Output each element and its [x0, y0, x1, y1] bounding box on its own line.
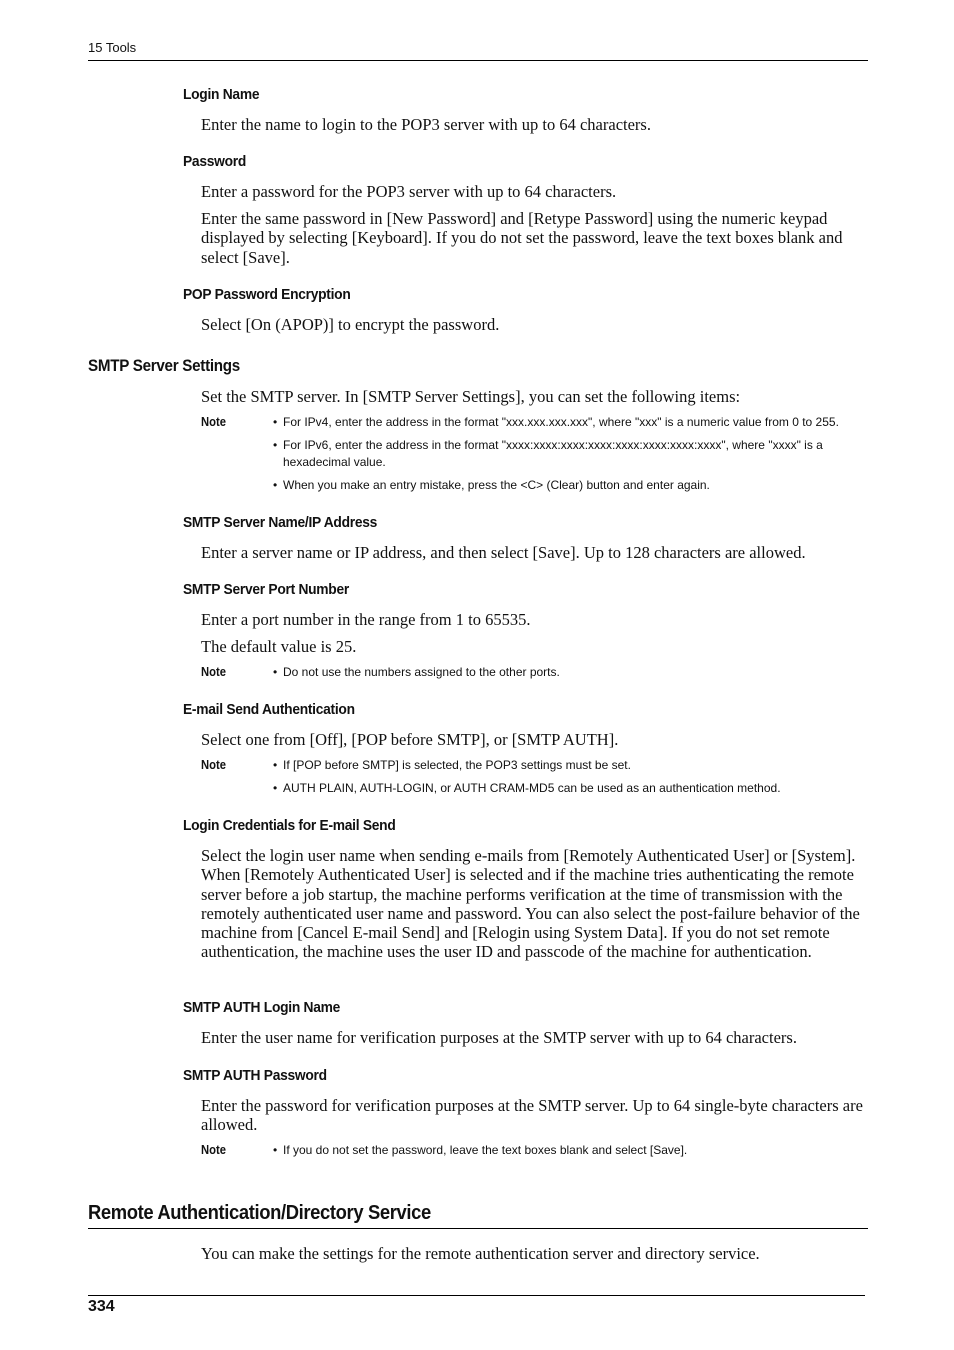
footer-rule: [88, 1295, 865, 1296]
page-number: 334: [88, 1298, 115, 1315]
smtp-auth-password-text: Enter the password for verification purposes at the SMTP server. Up to 64 single-byte characters are allowed.: [201, 1096, 863, 1135]
pop-encryption-text: Select [On (APOP)] to encrypt the password.: [201, 315, 500, 334]
login-credentials-text: Select the login user name when sending e-mails from [Remotely Authenticated User] or [System]. When [Remotely Authenticated User] is selected and if the machine tries authenticating the remote server before a job startup, the machine performs verification at the time of transmission with the remotely authenticated user name and password. You can also select the post-failure behavior of the machine from [Cancel E-mail Send] and [Relogin using System Data]. If you do not set remote authentication, the machine uses the user ID and passcode of the machine for authentication.: [201, 846, 860, 962]
running-header: 15 Tools: [88, 40, 868, 61]
heading-smtp-port: SMTP Server Port Number: [183, 581, 349, 598]
heading-smtp-auth-password: SMTP AUTH Password: [183, 1067, 327, 1084]
password-text-2: Enter the same password in [New Password] and [Retype Password] using the numeric keypad displayed by selecting [Keyboard]. If you do not set the password, leave the text boxes blank and select [Save].: [201, 209, 843, 267]
bullet-icon: •: [273, 758, 278, 772]
bullet-icon: •: [273, 665, 278, 679]
heading-remote-auth: Remote Authentication/Directory Service: [88, 1202, 868, 1229]
bullet-icon: •: [273, 415, 278, 429]
login-name-text: Enter the name to login to the POP3 server with up to 64 characters.: [201, 115, 651, 134]
heading-smtp-auth-login: SMTP AUTH Login Name: [183, 999, 341, 1016]
note-label: Note: [201, 1143, 227, 1157]
bullet-icon: •: [273, 478, 278, 492]
note-item: • If [POP before SMTP] is selected, the POP3 settings must be set.: [273, 758, 631, 772]
note-item: • For IPv4, enter the address in the format "xxx.xxx.xxx.xxx", where "xxx" is a numeric value from 0 to 255.: [273, 415, 839, 429]
bullet-icon: •: [273, 781, 278, 795]
heading-email-auth: E-mail Send Authentication: [183, 701, 355, 718]
note-label: Note: [201, 665, 227, 679]
note-label: Note: [201, 415, 227, 429]
note-item: • When you make an entry mistake, press the <C> (Clear) button and enter again.: [273, 478, 710, 492]
bullet-icon: •: [273, 438, 278, 452]
note-item: • Do not use the numbers assigned to the other ports.: [273, 665, 560, 679]
heading-smtp-settings: SMTP Server Settings: [88, 357, 240, 375]
smtp-auth-login-text: Enter the user name for verification purposes at the SMTP server with up to 64 characters.: [201, 1028, 797, 1047]
smtp-port-text-2: The default value is 25.: [201, 637, 357, 656]
heading-smtp-name: SMTP Server Name/IP Address: [183, 514, 378, 531]
heading-login-credentials: Login Credentials for E-mail Send: [183, 817, 396, 834]
note-item: • For IPv6, enter the address in the format "xxxx:xxxx:xxxx:xxxx:xxxx:xxxx:xxxx:xxxx", where "xxxx" is a hexadecimal value.: [273, 438, 823, 469]
bullet-icon: •: [273, 1143, 278, 1157]
note-label: Note: [201, 758, 227, 772]
note-item: • If you do not set the password, leave the text boxes blank and select [Save].: [273, 1143, 688, 1157]
heading-login-name: Login Name: [183, 86, 260, 103]
heading-password: Password: [183, 153, 246, 170]
heading-pop-encryption: POP Password Encryption: [183, 286, 351, 303]
note-item: • AUTH PLAIN, AUTH-LOGIN, or AUTH CRAM-MD5 can be used as an authentication method.: [273, 781, 781, 795]
smtp-settings-text: Set the SMTP server. In [SMTP Server Settings], you can set the following items:: [201, 387, 741, 406]
smtp-port-text-1: Enter a port number in the range from 1 to 65535.: [201, 610, 531, 629]
password-text-1: Enter a password for the POP3 server with up to 64 characters.: [201, 182, 617, 201]
smtp-name-text: Enter a server name or IP address, and then select [Save]. Up to 128 characters are allowed.: [201, 543, 806, 562]
remote-auth-text: You can make the settings for the remote authentication server and directory service.: [201, 1244, 760, 1263]
email-auth-text: Select one from [Off], [POP before SMTP], or [SMTP AUTH].: [201, 730, 619, 749]
